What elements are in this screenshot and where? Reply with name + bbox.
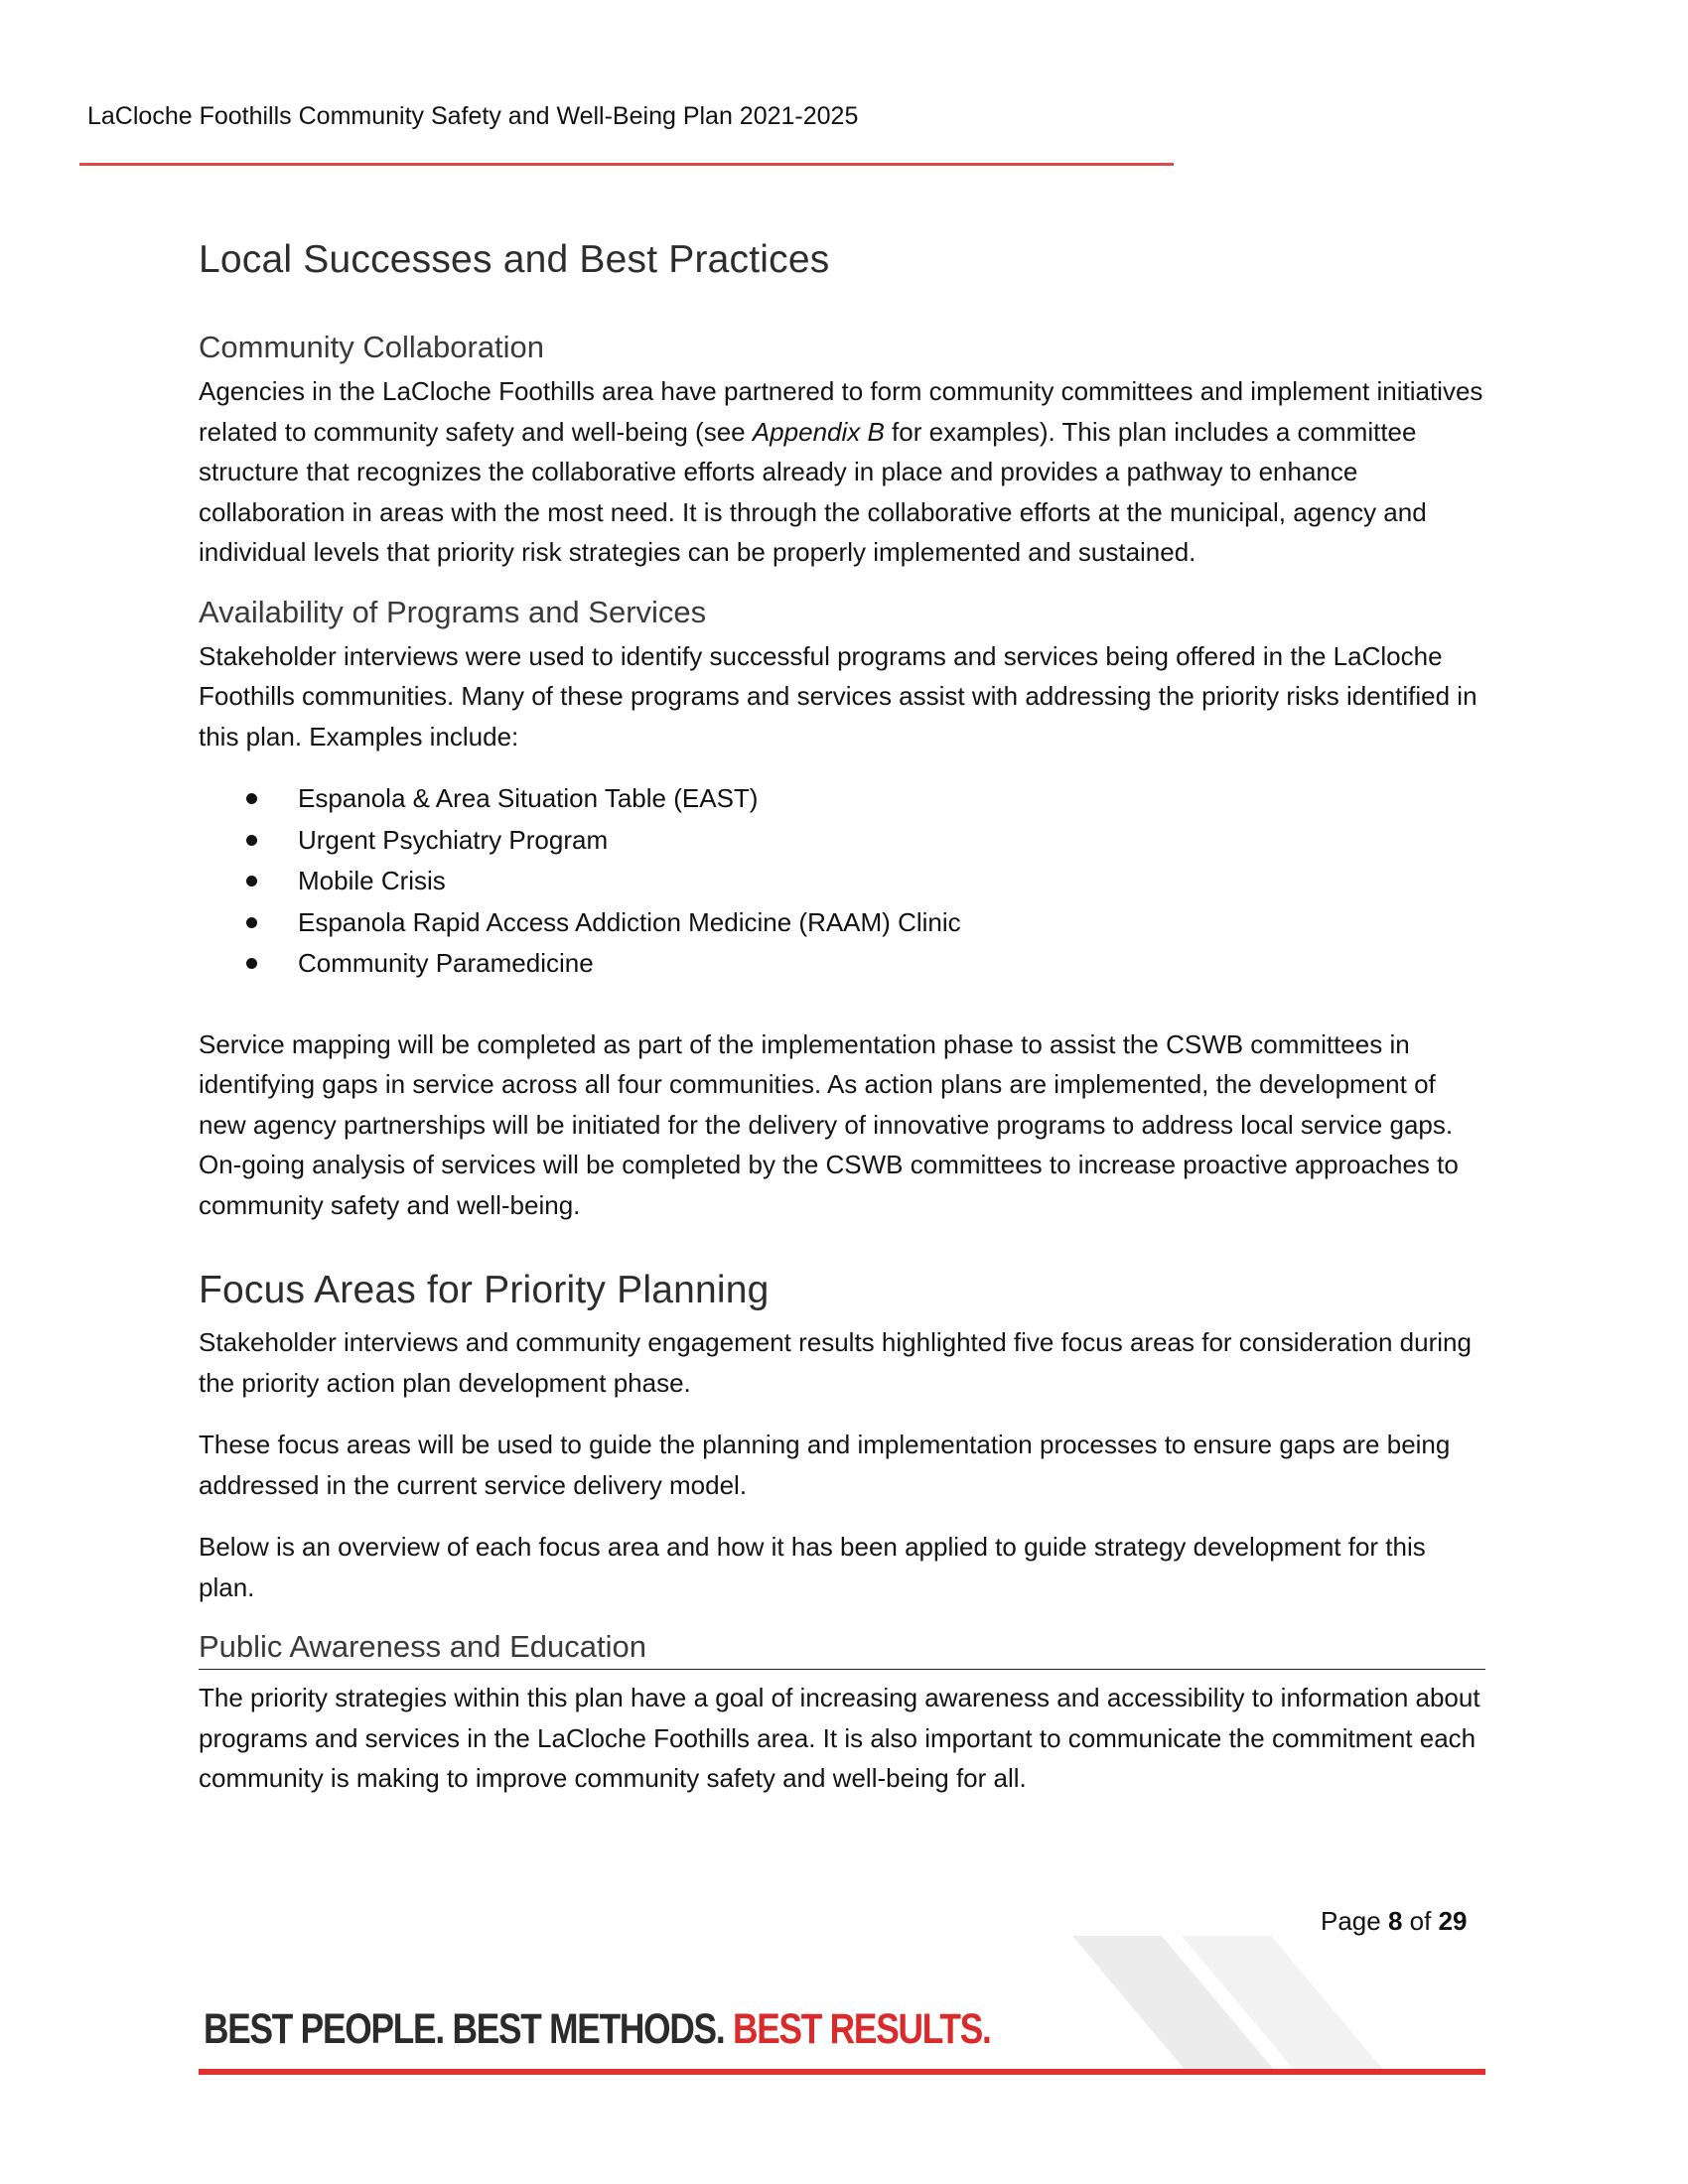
- page-word: Page: [1321, 1906, 1381, 1936]
- list-item-text: Mobile Crisis: [298, 866, 446, 895]
- subheading-public-awareness: Public Awareness and Education: [199, 1629, 1485, 1670]
- program-list: [199, 778, 1485, 985]
- list-item-text: Espanola Rapid Access Addiction Medicine (RAAM) Clinic: [298, 906, 961, 937]
- section-title-local-successes: Local Successes and Best Practices: [199, 238, 830, 281]
- running-header: LaCloche Foothills Community Safety and Well-Being Plan 2021-2025: [87, 102, 859, 130]
- list-item-text: Espanola & Area Situation Table (EAST): [298, 783, 759, 813]
- paragraph-service-mapping: Service mapping will be completed as part of the implementation phase to assist the CSWB committees in identifying gaps in service across all four communities. As action plans are implemented, the development of new agency partnerships will be initiated for the delivery of innovative programs to address local service gaps. On-going analysis of services will be completed by the CSWB committees to increase proactive approaches to community safety and well-being.: [199, 1028, 1459, 1220]
- bullet-icon: [246, 917, 257, 928]
- list-item: [199, 861, 1485, 902]
- footer-rule: [199, 2069, 1485, 2075]
- paragraph-focus-1: Stakeholder interviews and community engagement results highlighted five focus areas for consideration during the priority action plan development phase.: [199, 1327, 1472, 1398]
- paragraph-community-collaboration: [199, 371, 1485, 573]
- bullet-icon: [246, 876, 257, 887]
- paragraph-focus-3: Below is an overview of each focus area and how it has been applied to guide strategy development for this plan.: [199, 1532, 1426, 1602]
- subheading-availability: Availability of Programs and Services: [199, 594, 707, 629]
- page-current: 8: [1387, 1906, 1403, 1936]
- section-title-focus-areas: Focus Areas for Priority Planning: [199, 1269, 770, 1311]
- header-rule: [79, 163, 1174, 166]
- page-body: [199, 228, 1485, 1821]
- bullet-icon: [246, 835, 257, 846]
- list-item: [199, 778, 1485, 820]
- list-item-text: Urgent Psychiatry Program: [298, 824, 609, 855]
- page-total: 29: [1438, 1906, 1468, 1936]
- list-item: [199, 943, 1485, 985]
- paragraph-public-awareness: The priority strategies within this plan have a goal of increasing awareness and accessibility to information about programs and services in the LaCloche Foothills area. It is also important to communicate the commitment each community is making to improve community safety and well-being for all.: [199, 1683, 1480, 1793]
- subheading-community-collaboration: Community Collaboration: [199, 330, 545, 364]
- collab-text-end: for examples). This plan includes a committee structure that recognizes the collaborative efforts already in place and provides a pathway to enhance collaboration in areas with the most need. It is through the collaborative efforts at the municipal, agency and individual levels that priority risk strategies can be properly implemented and sustained.: [199, 416, 1427, 567]
- paragraph-focus-2: These focus areas will be used to guide the planning and implementation processes to ensure gaps are being addressed in the current service delivery model.: [199, 1430, 1451, 1500]
- collab-text-start: Agencies in the LaCloche Foothills area have partnered to form community committees and implement initiatives related to community safety and well-being (see: [199, 376, 1483, 447]
- page-number: [1321, 1906, 1468, 1937]
- slogan-dark: BEST PEOPLE. BEST METHODS.: [204, 2005, 725, 2053]
- footer-decorative-stripes: [1053, 1936, 1470, 2075]
- list-item: [199, 902, 1485, 944]
- paragraph-availability-intro: Stakeholder interviews were used to identify successful programs and services being offered in the LaCloche Foothills communities. Many of these programs and services assist with addressing the priority risks identified in this plan. Examples include:: [199, 640, 1477, 751]
- list-item-text: Community Paramedicine: [298, 948, 594, 978]
- footer-slogan: [204, 2005, 991, 2054]
- appendix-reference: Appendix B: [752, 416, 885, 447]
- list-item: [199, 820, 1485, 862]
- bullet-icon: [246, 958, 257, 969]
- slogan-red: BEST RESULTS.: [732, 2005, 991, 2053]
- bullet-icon: [246, 793, 257, 804]
- page-of: of: [1409, 1906, 1432, 1936]
